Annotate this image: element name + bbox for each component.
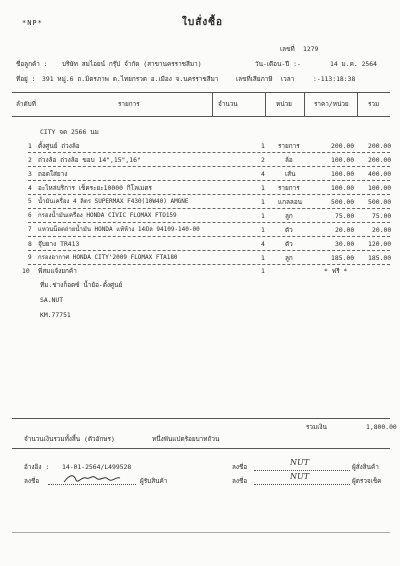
reference-value: 14-01-2564/L499528 — [62, 463, 132, 471]
row-qty: 1 — [261, 267, 265, 275]
tax-id-label: เลขที่เสียภาษี — [236, 75, 273, 83]
amount-words-label: จำนวนเงินรวมทั้งสิ้น (ตัวอักษร) — [24, 435, 115, 443]
orderer-role: ผู้สั่งสินค้า — [352, 463, 379, 471]
row-no: 3 — [28, 170, 32, 178]
row-price: 30.00 — [335, 240, 355, 248]
row-qty: 4 — [261, 170, 265, 178]
row-unit: ลูก — [285, 254, 293, 262]
row-total: 185.00 — [368, 254, 392, 262]
col-divider — [304, 92, 305, 116]
row-price: 20.00 — [335, 226, 355, 234]
receiver-signature — [62, 472, 122, 486]
row-item: แหวนน็อตถ่ายน้ำมัน HONDA แท้ห้าง 14มิล 94109-140-00 — [38, 226, 200, 233]
row-total: 500.00 — [368, 198, 392, 206]
row-no: 4 — [28, 184, 32, 192]
row-item: อะไหล่บริการ เช็คระยะ10000 กิโลเมตร — [38, 184, 152, 192]
sum-label: รวมเงิน — [306, 423, 327, 431]
col-header-no: ลำดับที่ — [16, 100, 36, 108]
page-bottom-border — [12, 532, 390, 533]
col-divider — [357, 92, 358, 116]
np-tag: *NP* — [22, 19, 43, 27]
row-qty: 1 — [261, 254, 265, 262]
row-qty: 1 — [261, 184, 265, 192]
row-qty: 4 — [261, 240, 265, 248]
row-unit: รายการ — [278, 142, 300, 150]
row-divider — [28, 222, 390, 223]
row-divider — [28, 264, 390, 265]
row-total: 100.00 — [368, 184, 392, 192]
customer-label: ชื่อลูกค้า : — [16, 60, 48, 68]
totals-divider — [12, 448, 390, 449]
row-no: 10 — [22, 267, 30, 275]
receiver-role: ผู้รับสินค้า — [140, 477, 168, 485]
row-total: 400.00 — [368, 170, 392, 178]
row-unit: ตัว — [285, 226, 293, 234]
row-unit: ลูก — [285, 212, 293, 220]
row-item: กรองอากาศ HONDA CITY'2009 FLOMAX FTA180 — [38, 254, 178, 261]
customer-name: บริษัท สมไอยน์ กรุ๊ป จำกัด (สาขานครราชสีมา) — [62, 60, 202, 68]
document-title: ใบสั่งซื้อ — [182, 17, 224, 28]
row-no: 6 — [28, 212, 32, 219]
table-top-border — [12, 92, 390, 93]
note-line: SA.NUT — [40, 296, 64, 304]
row-unit: แกลลอน — [278, 198, 303, 206]
col-divider — [212, 92, 213, 116]
row-no: 8 — [28, 240, 32, 248]
row-unit: เส้น — [285, 170, 296, 178]
row-total: 200.00 — [368, 156, 392, 164]
row-total: 120.00 — [368, 240, 392, 248]
row-unit: ตัว — [285, 240, 293, 248]
checker-sign-line — [254, 484, 350, 485]
receiver-sign-label: ลงชื่อ — [24, 477, 40, 485]
vehicle-info: CITY จด 2566 นม — [40, 128, 99, 136]
row-qty: 2 — [261, 156, 265, 164]
row-no: 5 — [28, 198, 32, 205]
row-total: 200.00 — [368, 142, 392, 150]
row-price: 185.00 — [331, 254, 355, 262]
row-item: ถ่วงล้อ ถ่วงล้อ ขอบ 14",15",16" — [38, 156, 141, 164]
amount-words-value: หนึ่งพันแปดร้อยบาทถ้วน — [152, 435, 220, 443]
row-divider — [28, 152, 390, 153]
row-no: 9 — [28, 254, 32, 261]
address-label: ที่อยู่ : — [16, 75, 36, 83]
row-price: 200.00 — [331, 142, 355, 150]
time-label: เวลา — [281, 75, 295, 83]
date-label: วัน-เดือน-ปี :- — [255, 60, 301, 68]
row-qty: 1 — [261, 212, 265, 220]
row-no: 2 — [28, 156, 32, 164]
row-divider — [28, 236, 390, 237]
row-item: พี่สมแจ้งยกค้า — [38, 267, 77, 275]
row-price: 100.00 — [331, 170, 355, 178]
row-price: 100.00 — [331, 156, 355, 164]
row-qty: 1 — [261, 226, 265, 234]
doc-no: 1279 — [303, 45, 319, 53]
row-unit: รายการ — [278, 184, 300, 192]
orderer-sign-label: ลงชื่อ — [232, 463, 248, 471]
row-price: 100.00 — [331, 184, 355, 192]
table-bottom-border — [12, 418, 390, 419]
row-item: ตั้งศูนย์ ถ่วงล้อ — [38, 142, 80, 150]
row-item: กรองน้ำมันเครื่อง HONDA CIVIC FLOMAX FTO159 — [38, 212, 177, 219]
row-divider — [28, 250, 390, 251]
row-divider — [28, 208, 390, 209]
row-free-tag: * ฟรี * — [324, 267, 348, 275]
row-divider — [28, 166, 390, 167]
orderer-signature: NUT — [290, 458, 310, 467]
row-item: น้ำมันเครื่อง 4 ลิตร SUPERMAX F430(10W40) AMGNE — [38, 198, 189, 205]
orderer-sign-line — [254, 470, 350, 471]
row-price: 75.00 — [335, 212, 355, 220]
row-price: 500.00 — [331, 198, 355, 206]
row-divider — [28, 180, 390, 181]
col-header-price: ราคา/หน่วย — [314, 100, 349, 108]
checker-signature: NUT — [290, 472, 310, 481]
row-no: 1 — [28, 142, 32, 150]
row-item: ถอดใส่ยาง — [38, 170, 68, 178]
row-item: จุ๊บยาง TR413 — [38, 240, 80, 248]
col-header-unit: หน่วย — [276, 100, 292, 108]
col-header-total: รวม — [368, 100, 380, 108]
doc-no-label: เลขที่ — [280, 45, 295, 53]
row-no: 7 — [28, 226, 32, 233]
row-divider — [28, 194, 390, 195]
row-qty: 1 — [261, 198, 265, 206]
note-line: KM.77751 — [40, 311, 71, 319]
col-header-item: รายการ — [118, 100, 140, 108]
row-total: 20.00 — [372, 226, 392, 234]
time-value: :-113:18:38 — [313, 75, 356, 83]
table-header-border — [12, 116, 390, 117]
note-line: ที่ม.ช่างก็อตซ์ น้ำย้อ-ตั้งศูนย์ — [40, 281, 123, 289]
row-qty: 1 — [261, 142, 265, 150]
col-divider — [265, 92, 266, 116]
checker-sign-label: ลงชื่อ — [232, 477, 248, 485]
row-total: 75.00 — [372, 212, 392, 220]
checker-role: ผู้ตรวจเช็ค — [352, 477, 382, 485]
reference-label: อ้างอิง : — [24, 463, 50, 471]
col-header-qty: จำนวน — [218, 100, 238, 108]
sum-value: 1,800.00 — [366, 423, 397, 431]
row-unit: ล้อ — [285, 156, 293, 164]
address: 391 หมู่.6 ถ.มิตรภาพ ต.ไทยกรวด อ.เมือง จ.นครราชสีมา — [42, 75, 219, 83]
date-value: 14 ม.ค. 2564 — [330, 60, 377, 68]
